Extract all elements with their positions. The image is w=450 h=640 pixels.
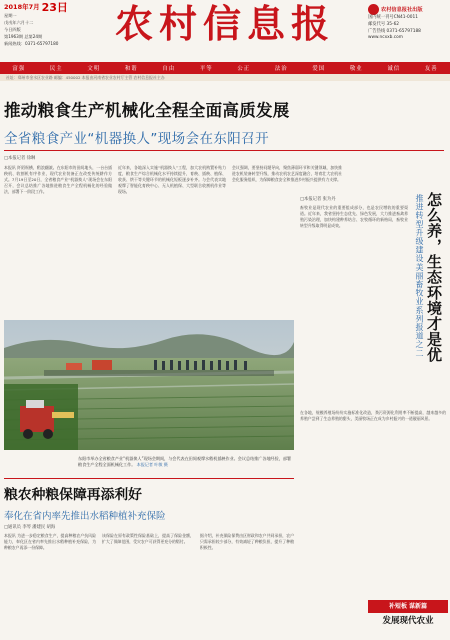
rice-column-2: 该保险在原有政策性保险基础上，提高了保险金额，扩大了保障范围，受灾农户可获得更充分的赔付。 bbox=[102, 533, 194, 545]
photo-credit: 本报记者 叶敏 摄 bbox=[136, 462, 168, 467]
left-info-4: 第1963期 总第24期 bbox=[4, 34, 43, 40]
publisher-name: 农村信息报社出版 bbox=[381, 7, 423, 13]
newspaper-title: 农村信息报 bbox=[114, 1, 335, 46]
column-title: 发展现代农业 bbox=[382, 616, 434, 626]
address-bar: 社址：郑州市金水区农业路 邮编：450002 本报由河南省农业农村厅主管 农村信息报社主办 bbox=[0, 74, 450, 81]
publisher-logo-icon bbox=[368, 4, 379, 15]
rice-field-photo bbox=[4, 320, 294, 450]
right-info-4: www.ncxxb.com bbox=[368, 35, 403, 41]
slogan-word: 敬业 bbox=[349, 66, 363, 72]
slogan-word: 公正 bbox=[237, 66, 251, 72]
left-info-1: 星期一 bbox=[4, 12, 17, 18]
side-title-block bbox=[414, 192, 448, 402]
rice-subheadline: 奉化在省内率先推出水稻种植补充保险 bbox=[4, 511, 166, 522]
lead-subheadline: 全省粮食产业“机器换人”现场会在东阳召开 bbox=[4, 131, 269, 147]
column-tag: 补短板 谋新篇 bbox=[368, 600, 448, 613]
issue-date: 2018年7月 bbox=[4, 3, 40, 11]
masthead-publisher-block bbox=[368, 4, 446, 42]
slogan-word: 法治 bbox=[274, 66, 288, 72]
side-column-2: 在各地，规模养殖场纷纷实施标准化改造，粪污资源化利用率不断提高，越来越多的养殖户尝到了生态养殖的甜头，美丽牧场正在成为乡村振兴的一道靓丽风景。 bbox=[300, 410, 446, 422]
left-info-2: 戊戌年六月十二 bbox=[4, 19, 34, 25]
slogan-word: 和谐 bbox=[124, 66, 138, 72]
masthead-date-block bbox=[4, 1, 86, 48]
rice-story-divider bbox=[4, 478, 294, 479]
slogan-word: 爱国 bbox=[312, 66, 326, 72]
lead-column-1: 本报讯 阡陌纵横，稻浪翻滚。在东阳市的田间地头，一台台插秧机、收割机有序作业，现代农业装备正在改变传统耕作方式。7月19日至20日，全省粮食产业“机器换人”现场会在东阳召开，会议总结推广各地推进粮食生产全程机械化的经验做法，部署下一阶段工作。 bbox=[4, 165, 112, 195]
slogan-word: 富强 bbox=[12, 66, 26, 72]
issue-day: 23日 bbox=[41, 1, 68, 15]
photo-caption bbox=[78, 456, 292, 468]
lead-column-3: 会议强调，要坚持问题导向，聚焦薄弱环节和关键领域，加快推进农机装备转型升级，推动农机农艺深度融合，培育壮大农机社会化服务组织，为保障粮食安全和推进乡村振兴提供有力支撑。 bbox=[232, 165, 342, 183]
side-subheadline: 推进转型升级建设美丽畜牧业系列报道之二 bbox=[415, 194, 424, 358]
side-byline: □本报记者 张为丹 bbox=[300, 197, 336, 202]
rice-headline: 粮农种粮保障再添利好 bbox=[4, 487, 142, 503]
lead-byline: □本报记者 徐琳 bbox=[4, 156, 36, 161]
core-values-bar bbox=[0, 62, 450, 74]
right-info-1: 国内统一刊号CN41-0011 bbox=[368, 15, 418, 20]
slogan-word: 诚信 bbox=[387, 66, 401, 72]
slogan-word: 友善 bbox=[424, 66, 438, 72]
rice-column-3: 据介绍，补充保险保费由区财政和农户共同承担，农户只需承担较少部分，有效减轻了种粮负担，提升了种粮积极性。 bbox=[200, 533, 294, 551]
side-column-1: 畜牧业是现代农业的重要组成部分，也是农民增收的重要渠道。近年来，我省坚持生态优先、绿色发展，大力推进畜禽养殖污染治理，加快构建种养结合、农牧循环的新格局，畜牧业转型升级取得明显成效。 bbox=[300, 205, 408, 229]
slogan-word: 民主 bbox=[49, 66, 63, 72]
photo-caption-text: 东阳市举办全省粮食产业“机器换人”现场会期间，与会代表在田间观摩水稻机插秧作业。会议总结推广各地经验，部署粮食生产全程全面机械化工作。 bbox=[78, 456, 292, 467]
left-info-3: 今日四版 bbox=[4, 27, 21, 32]
right-info-2: 邮发代号 35-62 bbox=[368, 21, 400, 27]
right-info-3: 广告热线 0371-65797188 bbox=[368, 28, 421, 34]
lead-column-2: 近年来，各地深入实施“机器换人”工程，加大农机购置补贴力度，粮食生产综合机械化水平持续提升，育秧、插秧、植保、收获、烘干等关键环节的机械化短板逐步补齐。与会代表实地观摩了智能化育秧中心、无人机植保、大型联合收割机作业等现场。 bbox=[118, 165, 226, 195]
side-headline: 怎么养，生态环境才是优 bbox=[425, 192, 443, 363]
headline-divider bbox=[4, 150, 444, 151]
slogan-word: 自由 bbox=[162, 66, 176, 72]
slogan-word: 平等 bbox=[199, 66, 213, 72]
rice-byline: □通讯员 李琴 潘建民 胡海 bbox=[4, 525, 56, 530]
slogan-word: 文明 bbox=[87, 66, 101, 72]
news-photo bbox=[4, 320, 294, 450]
masthead bbox=[0, 0, 450, 62]
lead-headline: 推动粮食生产机械化全程全面高质发展 bbox=[4, 101, 290, 120]
rice-column-1: 本报讯 为进一步稳定粮食生产，提高种粮农户抗风险能力，奉化区在省内率先推出水稻种植补充保险，为种粮农户再添一份保障。 bbox=[4, 533, 96, 551]
left-info-5: 新闻热线：0371-65797180 bbox=[4, 41, 59, 47]
